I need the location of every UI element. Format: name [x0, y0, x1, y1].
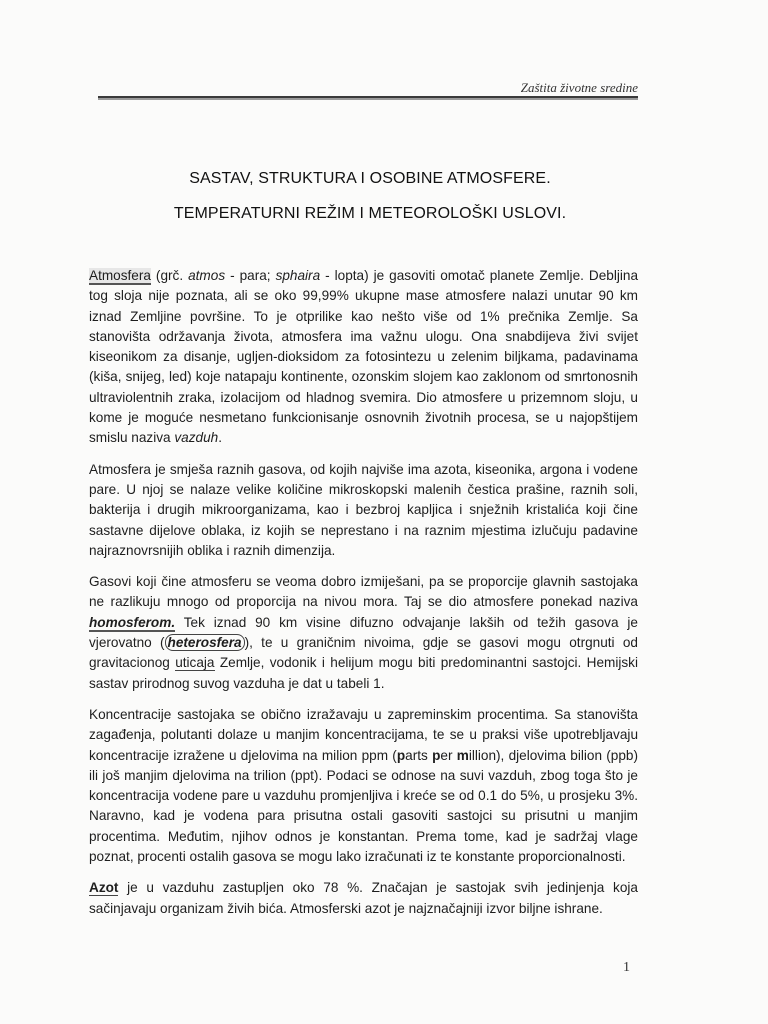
- paragraph-koncentracije: Koncentracije sastojaka se obično izražavaju u zapreminskim procentima. Sa stanovišta zagađenja, polutanti dolaze u manjim koncentracijama, te se u praksi više upotrebljavaju koncentracije izražene u djelovima na milion ppm (parts per million), djelovima bilion (ppb) ili još manjim djelovima na trilion (ppt). Podaci se odnose na suvi vazduh, zbog toga što je koncentracija vodene pare u vazduhu promjenljiva i kreće se od 0.1 do 5%, u prosjeku 3%. Naravno, kad je vodena para prisutna ostali gasoviti sastojci su prisutni u manjim procentima. Međutim, njihov odnos je konstantan. Prema tome, kad je sadržaj vlage poznat, procenti ostalih gasova se mogu lako izračunati iz te konstante proporcionalnosti.: [89, 706, 638, 865]
- term-vazduh: vazduh: [174, 430, 219, 446]
- term-atmosfera: Atmosfera: [89, 268, 151, 283]
- paragraph-azot: Azot je u vazduhu zastupljen oko 78 %. Značajan je sastojak svih jedinjenja koja sačinjavaju organizam živih bića. Atmosferski azot je najznačajniji izvor biljne ishrane.: [89, 880, 638, 916]
- page-number: 1: [623, 960, 630, 975]
- running-header: Zaštita životne sredine: [520, 80, 638, 95]
- header-rule: [98, 96, 638, 98]
- term-azot: Azot: [89, 880, 119, 896]
- page-subtitle: TEMPERATURNI REŽIM I METEOROLOŠKI USLOVI.: [173, 205, 567, 222]
- body-text: [89, 266, 638, 930]
- paragraph-gasovi: Gasovi koji čine atmosferu se veoma dobro izmiješani, pa se proporcije glavnih sastojaka ne razlikuju mnogo od proporcija na nivou mora. Taj se dio atmosfere ponekad naziva homosferom. Tek iznad 90 km visine difuzno odvajanje lakših od težih gasova je vjerovatno ( heterosfera ), te u graničnim nivoima, gdje se gasovi mogu otrgnuti od gravitacionog uticaja Zemlje, vodonik i helijum mogu biti predominantni sastojci. Hemijski sastav prirodnog suvog vazduha je dat u tabeli 1.: [89, 574, 638, 691]
- term-heterosfera: heterosfera: [165, 634, 245, 651]
- term-uticaja: uticaja: [175, 655, 215, 671]
- page-title: SASTAV, STRUKTURA I OSOBINE ATMOSFERE.: [189, 170, 551, 187]
- paragraph-smjesa: Atmosfera je smješa raznih gasova, od kojih najviše ima azota, kiseonika, argona i vodene pare. U njoj se nalaze velike količine mikroskopski malenih čestica prašine, raznih soli, bakterija i drugih mikroorganizama, kao i bezbroj kapljica i snježnih kristalića koji čine sastavne dijelove oblaka, iz kojih se neprestano i na raznim mjestima izlučuju padavine najraznovrsnijih oblika i raznih dimenzija.: [89, 461, 638, 558]
- term-homosferom: homosferom.: [89, 614, 176, 630]
- paragraph-atmosfera: Atmosfera (grč. atmos - para; sphaira - lopta) je gasoviti omotač planete Zemlje. Debljina tog sloja nije poznata, ali se oko 99,99% ukupne mase atmosfere nalazi unutar 90 km iznad Zemljine površine. To je otprilike kao nešto više od 1% prečnika Zemlje. Sa stanovišta održavanja života, atmosfera ima važnu ulogu. Ona snabdijeva živi svijet kiseonikom za disanje, ugljen-dioksidom za fotosintezu u zelenim biljkama, padavinama (kiša, snijeg, led) koje natapaju kontinente, ozonskim slojem kao zaklonom od smrtonosnih ultraviolentnih zraka, izolacijom od hladnog svemira. Dio atmosfere u prizemnom sloju, u kome je moguće nesmetano funkcionisanje osnovnih životnih procesa, se u najopštijem smislu naziva vazduh.: [89, 268, 638, 446]
